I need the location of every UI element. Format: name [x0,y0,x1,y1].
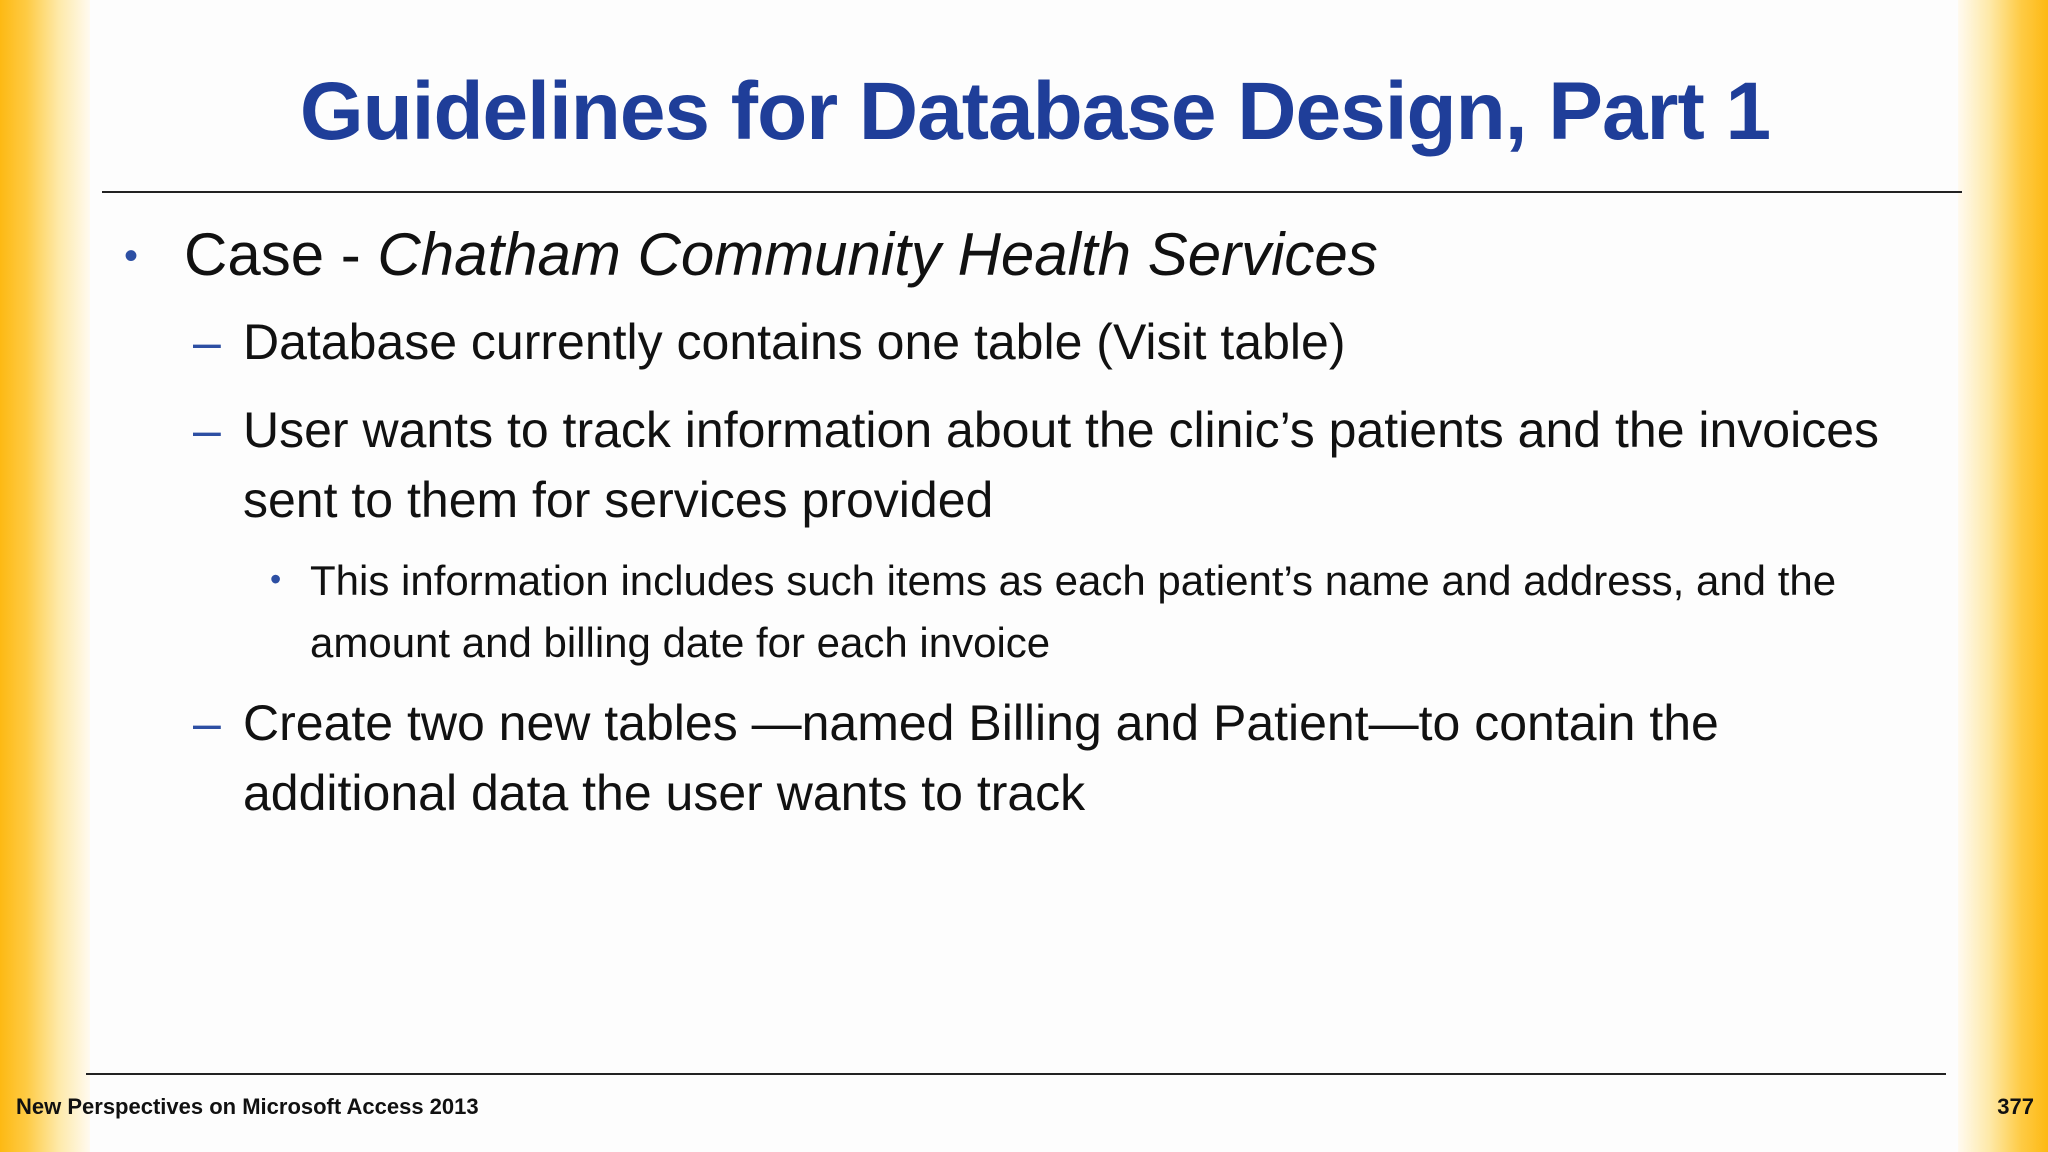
sub-bullet-2-text: User wants to track information about the clinic’s patients and the invoices sent to them for services provided [243,402,1880,528]
bullet-case-name: Chatham Community Health Services [377,221,1378,288]
title-divider [102,191,1962,193]
footer-page-number: 377 [1997,1094,2034,1119]
right-gold-border [1958,0,2048,1152]
sub-bullet-1 [193,307,1913,377]
dash-marker: – [193,695,221,751]
sub-sub-bullet [270,550,1920,674]
slide-title: Guidelines for Database Design, Part 1 [299,66,1771,157]
bullet-case [116,210,1378,301]
sub-bullet-1-text: Database currently contains one table (Visit table) [243,314,1346,370]
bullet-case-prefix: Case - [184,221,378,288]
sub-bullet-3-text: Create two new tables —named Billing and Patient—to contain the additional data the user wants to track [243,695,1719,821]
sub-sub-bullet-text: This information includes such items as each patient’s name and address, and the amount and billing date for each invoice [310,557,1837,666]
sub-bullet-2 [193,395,1913,535]
dash-marker: – [193,402,221,458]
bullet-marker: • [270,561,282,597]
sub-bullet-3 [193,688,1913,828]
footer-book-title: New Perspectives on Microsoft Access 2013 [16,1094,479,1119]
left-gold-border [0,0,90,1152]
bullet-marker: • [124,234,139,278]
footer-divider [86,1073,1946,1075]
slide [90,0,1958,1152]
dash-marker: – [193,314,221,370]
